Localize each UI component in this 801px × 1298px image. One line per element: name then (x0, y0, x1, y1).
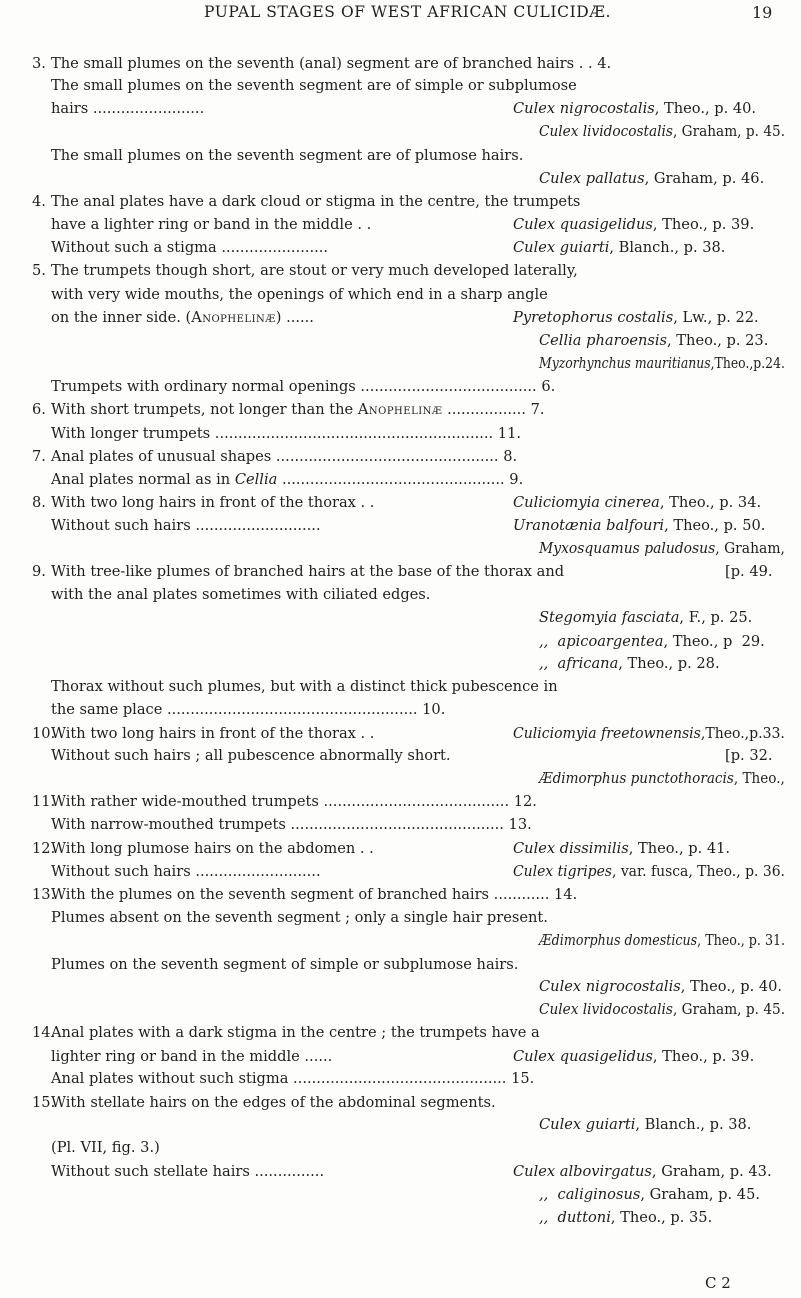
couplet-number: 3. (32, 55, 46, 72)
key-text: with very wide mouths, the openings of which end in a sharp angle (51, 286, 548, 303)
species-name: Culex quasigelidus (513, 216, 653, 233)
line-body (51, 885, 577, 905)
line-body (51, 285, 548, 305)
citation: ,Theo.,p.33. (700, 725, 785, 742)
line-body (51, 377, 555, 397)
species-name: Myzorhynchus mauritianus (539, 355, 711, 372)
species-reference (539, 654, 720, 674)
citation: , Theo., (733, 770, 785, 787)
species-reference (539, 1115, 751, 1135)
taxon-group: Anophelinæ (191, 309, 276, 326)
key-text: The small plumes on the seventh (anal) segment are of branched hairs . . 4. (51, 55, 612, 72)
line-body (51, 1047, 332, 1067)
key-text: Anal plates without such stigma .............................................. 15. (51, 1070, 535, 1087)
species-name: Culex quasigelidus (513, 1048, 653, 1065)
species-name: Culex tigripes (513, 863, 612, 880)
line-body (51, 54, 611, 74)
species-reference (539, 769, 785, 789)
species-reference (513, 516, 765, 536)
key-text: ................. 7. (442, 401, 545, 418)
line-body (51, 516, 321, 536)
species-reference (513, 1047, 754, 1067)
species-reference (539, 1208, 712, 1228)
species-reference (513, 493, 761, 513)
couplet-number: 13. (32, 886, 56, 903)
key-text: ) ...... (275, 309, 314, 326)
citation: , Graham, p. 46. (644, 170, 765, 187)
line-body (51, 470, 523, 490)
couplet-number: 10. (32, 725, 56, 742)
line-body (51, 238, 328, 258)
citation: , Theo., p. 39. (652, 216, 755, 233)
citation: , Theo., p. 23. (667, 332, 769, 349)
key-text: With rather wide-mouthed trumpets ........................................ 12. (51, 793, 537, 810)
line-body (51, 99, 204, 119)
signature-mark: C 2 (705, 1274, 731, 1292)
species-name: Stegomyia fasciata (539, 609, 680, 626)
line-body (51, 76, 577, 96)
line-body (51, 746, 451, 766)
citation: , var. fusca, Theo., p. 36. (611, 863, 785, 880)
taxon-group: Anophelinæ (357, 401, 443, 418)
key-text: hairs ........................ (51, 100, 205, 117)
running-title: PUPAL STAGES OF WEST AFRICAN CULICIDÆ. (204, 3, 611, 21)
key-text: (Pl. VII, fig. 3.) (51, 1139, 160, 1156)
citation: , Graham, p. 43. (651, 1163, 772, 1180)
genus-name: Cellia (234, 471, 278, 488)
citation: , Theo., p. 35. (610, 1209, 713, 1226)
couplet-number: 12. (32, 840, 56, 857)
line-body (51, 792, 537, 812)
species-reference (539, 539, 785, 559)
citation: , Graham, p. 45. (672, 123, 786, 140)
species-name: Culex albovirgatus (513, 1163, 652, 1180)
key-text: The anal plates have a dark cloud or stigma in the centre, the trumpets (51, 193, 581, 210)
species-name: Culex guiarti (539, 1116, 636, 1133)
species-name: Culex nigrocostalis (539, 978, 681, 995)
key-text: the same place ...................................................... 10. (51, 701, 446, 718)
key-text: ................................................ 9. (277, 471, 524, 488)
line-body (51, 192, 580, 212)
key-text: Plumes on the seventh segment of simple or subplumose hairs. (51, 956, 519, 973)
citation: , Blanch., p. 38. (609, 239, 726, 256)
key-text: Thorax without such plumes, but with a distinct thick pubescence in (51, 678, 558, 695)
citation: , Blanch., p. 38. (635, 1116, 752, 1133)
citation: , Theo., p 29. (663, 633, 765, 650)
key-text: With tree-like plumes of branched hairs at the base of the thorax and (51, 563, 565, 580)
key-text: Without such a stigma ....................... (51, 239, 329, 256)
citation: , Theo., p. 50. (664, 517, 766, 534)
key-text: with the anal plates sometimes with ciliated edges. (51, 586, 431, 603)
key-text: The small plumes on the seventh segment are of simple or subplumose (51, 77, 577, 94)
couplet-number: 14. (32, 1024, 56, 1041)
line-body (51, 862, 321, 882)
key-text: With two long hairs in front of the thorax . . (51, 725, 375, 742)
running-header (0, 3, 801, 25)
key-text: The trumpets though short, are stout or very much developed laterally, (51, 262, 578, 279)
line-body (51, 261, 578, 281)
species-reference (539, 1185, 760, 1205)
page-number: 19 (752, 3, 773, 22)
species-reference (539, 977, 782, 997)
species-name: Culex dissimilis (513, 840, 629, 857)
species-reference (513, 308, 759, 328)
citation: , F., p. 25. (679, 609, 753, 626)
couplet-number: 11. (32, 793, 56, 810)
citation: , Graham, (715, 540, 785, 557)
citation: , Theo., p. 39. (652, 1048, 755, 1065)
citation: , Graham, p. 45. (640, 1186, 761, 1203)
key-text: lighter ring or band in the middle ...... (51, 1048, 333, 1065)
species-name: Culex lividocostalis (539, 123, 673, 140)
species-reference (513, 238, 725, 258)
key-text: Without such hairs ; all pubescence abnormally short. (51, 747, 451, 764)
couplet-number: 15. (32, 1094, 56, 1111)
species-name: ,, caliginosus (539, 1186, 641, 1203)
species-reference (539, 354, 785, 374)
species-reference (539, 1000, 785, 1020)
line-body (51, 955, 518, 975)
key-text: have a lighter ring or band in the middle . . (51, 216, 372, 233)
key-text: With narrow-mouthed trumpets .............................................. 13. (51, 816, 532, 833)
species-name: ,, africana (539, 655, 619, 672)
line-body (51, 146, 523, 166)
citation: , Theo., p. 28. (618, 655, 720, 672)
line-body (51, 1138, 160, 1158)
species-name: Culex guiarti (513, 239, 610, 256)
key-text: Anal plates of unusual shapes ................................................ 8. (51, 448, 518, 465)
species-reference (539, 122, 785, 142)
key-text: Plumes absent on the seventh segment ; only a single hair present. (51, 909, 548, 926)
citation: , Lw., p. 22. (673, 309, 759, 326)
species-name: Uranotænia balfouri (513, 517, 665, 534)
couplet-number: 8. (32, 494, 46, 511)
line-body (51, 815, 532, 835)
line-body (51, 308, 314, 328)
species-reference (539, 632, 765, 652)
line-body (51, 562, 564, 582)
species-name: Ædimorphus domesticus (539, 932, 698, 949)
species-name: ,, apicoargentea (539, 633, 664, 650)
species-name: ,, duttoni (539, 1209, 611, 1226)
species-name: Ædimorphus punctothoracis (539, 770, 734, 787)
species-name: Culex pallatus (539, 170, 645, 187)
page-carry: [p. 32. (725, 747, 773, 764)
key-text: The small plumes on the seventh segment are of plumose hairs. (51, 147, 524, 164)
line-body (51, 1093, 496, 1113)
key-text: With the plumes on the seventh segment of branched hairs ............ 14. (51, 886, 578, 903)
key-text: With short trumpets, not longer than the (51, 401, 358, 418)
species-reference (513, 724, 785, 744)
species-reference (539, 331, 768, 351)
species-reference (513, 839, 730, 859)
line-body (51, 908, 548, 928)
key-text: With two long hairs in front of the thorax . . (51, 494, 375, 511)
line-body (51, 1023, 540, 1043)
citation: ,Theo.,p.24. (710, 355, 785, 372)
couplet-number: 7. (32, 448, 46, 465)
key-text: With long plumose hairs on the abdomen . . (51, 840, 374, 857)
line-body (51, 677, 558, 697)
line-body (51, 1069, 534, 1089)
key-text: Anal plates normal as in (51, 471, 235, 488)
species-name: Culiciomyia freetownensis (513, 725, 701, 742)
couplet-number: 9. (32, 563, 46, 580)
species-name: Culex lividocostalis (539, 1001, 673, 1018)
citation: , Theo., p. 34. (659, 494, 762, 511)
line-body (51, 839, 374, 859)
species-reference (513, 862, 785, 882)
species-name: Cellia pharoensis (539, 332, 668, 349)
line-body (51, 447, 517, 467)
key-text: Trumpets with ordinary normal openings ...................................... 6. (51, 378, 556, 395)
line-body (51, 585, 430, 605)
citation: , Theo., p. 40. (654, 100, 757, 117)
citation: , Theo., p. 31. (697, 932, 786, 949)
key-text: Without such hairs ........................... (51, 517, 321, 534)
citation: , Theo., p. 41. (628, 840, 731, 857)
page-carry: [p. 49. (725, 563, 773, 580)
couplet-number: 5. (32, 262, 46, 279)
citation: , Theo., p. 40. (680, 978, 783, 995)
key-text: Anal plates with a dark stigma in the centre ; the trumpets have a (51, 1024, 540, 1041)
species-reference (539, 169, 764, 189)
couplet-number: 4. (32, 193, 46, 210)
species-name: Culex nigrocostalis (513, 100, 655, 117)
citation: , Graham, p. 45. (672, 1001, 786, 1018)
line-body (51, 424, 521, 444)
species-name: Pyretophorus costalis (513, 309, 674, 326)
species-reference (513, 1162, 772, 1182)
key-text: Without such stellate hairs ............... (51, 1163, 325, 1180)
species-reference (539, 931, 785, 951)
key-text: on the inner side. ( (51, 309, 192, 326)
line-body (51, 724, 374, 744)
line-body (51, 400, 545, 420)
species-reference (539, 608, 752, 628)
species-name: Culiciomyia cinerea (513, 494, 660, 511)
species-name: Myxosquamus paludosus (539, 540, 716, 557)
line-body (51, 215, 371, 235)
key-text: With stellate hairs on the edges of the abdominal segments. (51, 1094, 496, 1111)
line-body (51, 700, 445, 720)
species-reference (513, 99, 756, 119)
couplet-number: 6. (32, 401, 46, 418)
species-reference (513, 215, 754, 235)
line-body (51, 493, 374, 513)
key-text: Without such hairs ........................... (51, 863, 321, 880)
key-text: With longer trumpets ............................................................ 11. (51, 425, 521, 442)
line-body (51, 1162, 324, 1182)
